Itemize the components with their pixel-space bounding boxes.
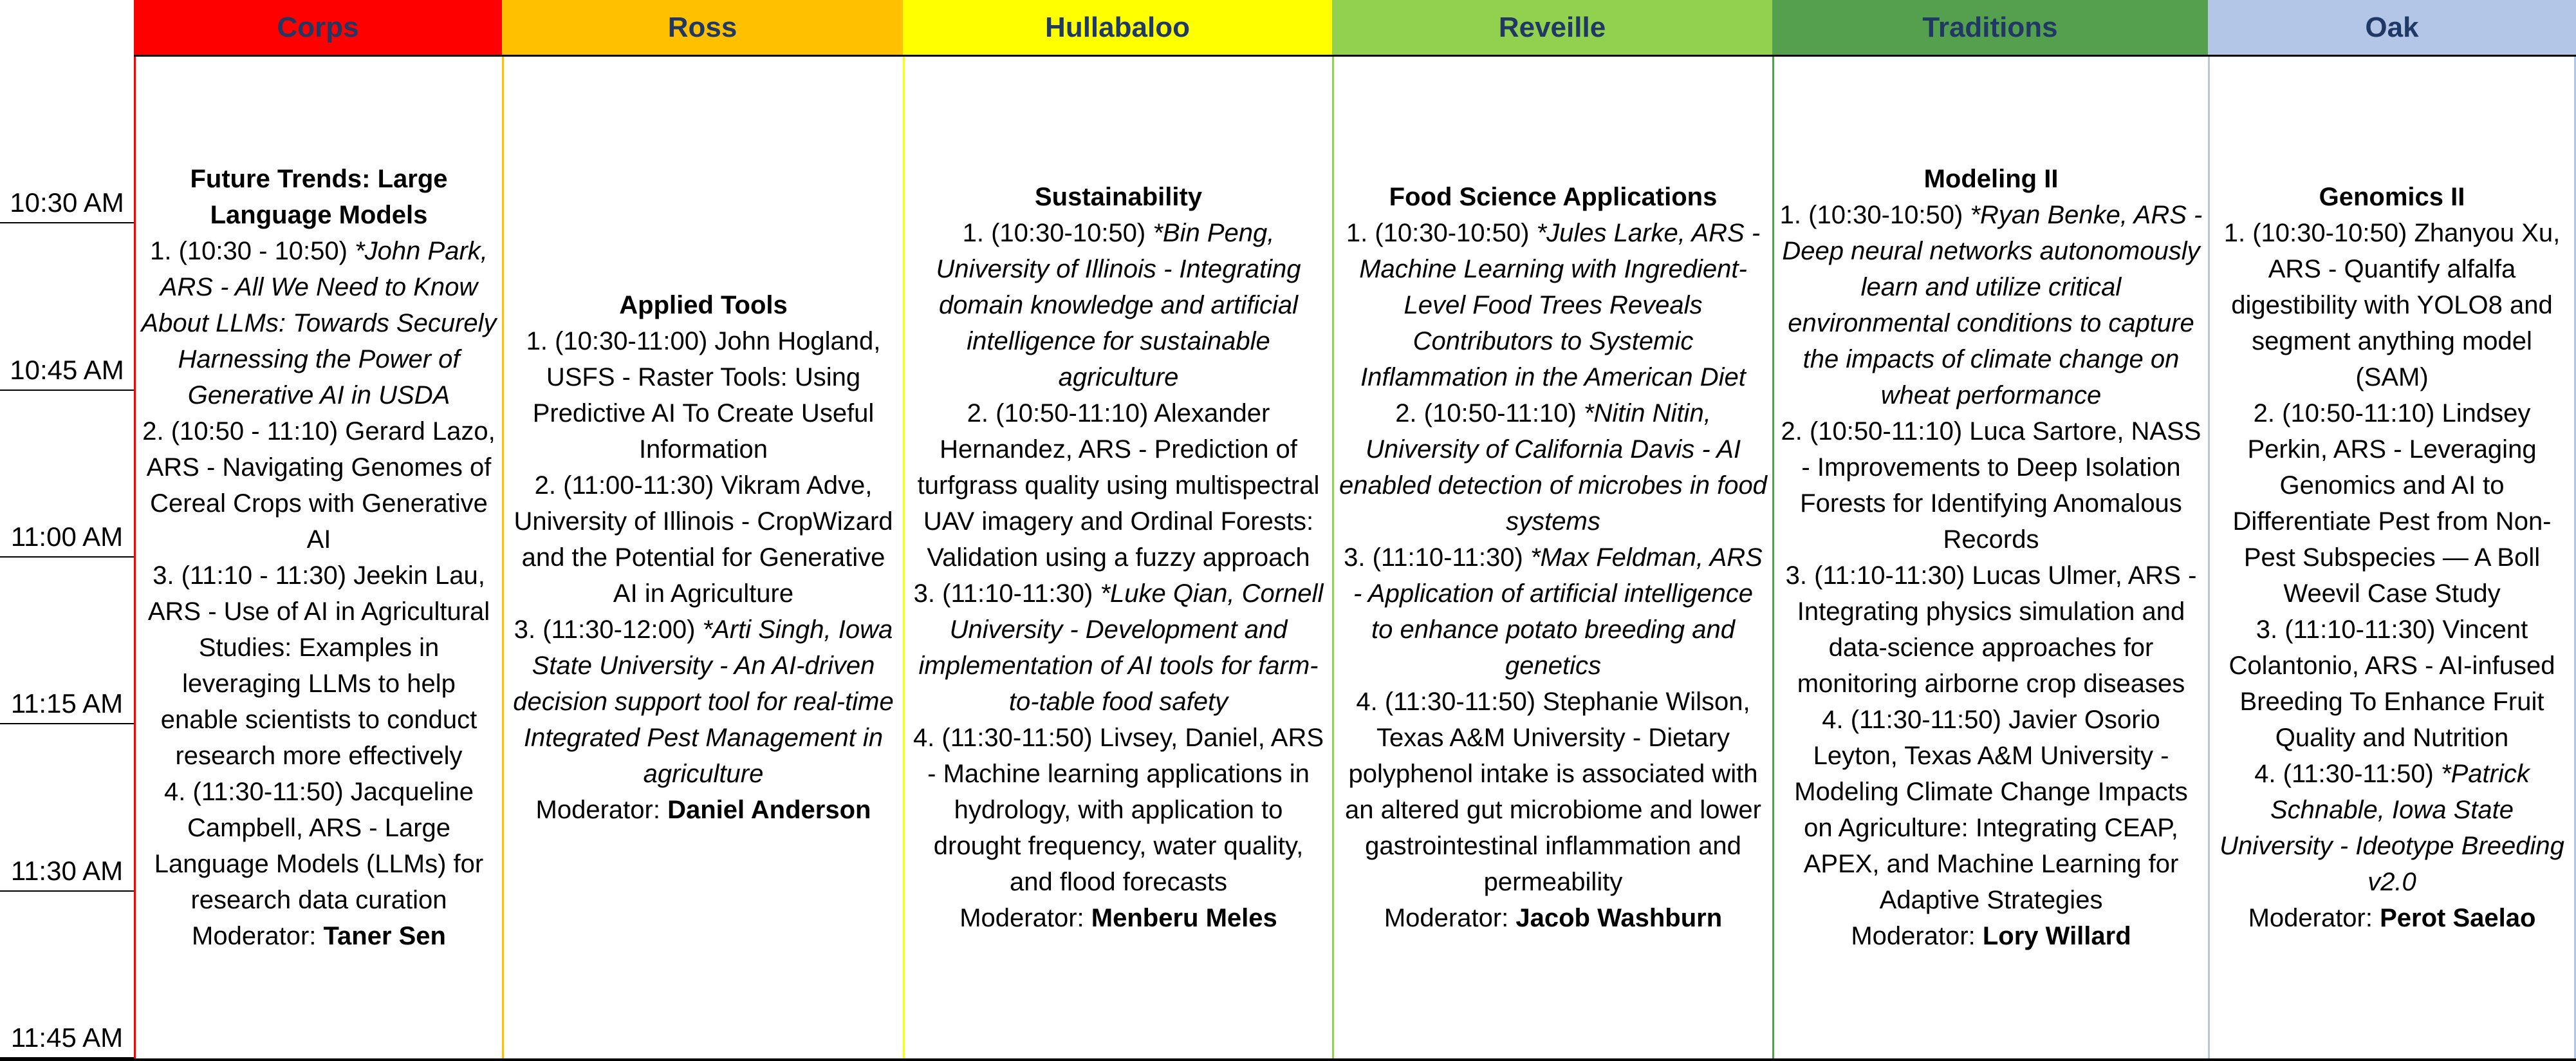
talk-text: 2. (10:50-11:10) Lindsey Perkin, ARS - Leveraging Genomics and AI to Differentiate Pest from Non-Pest Subspecies — A Boll Weevil Case Study	[2232, 399, 2552, 608]
column-header-label: Corps	[277, 11, 359, 43]
talk-entry	[1779, 558, 2203, 702]
moderator-name: Jacob Washburn	[1515, 904, 1723, 932]
talk-text: 1. (10:30-10:50) Zhanyou Xu, ARS - Quantify alfalfa digestibility with YOLO8 and segment anything model (SAM)	[2223, 219, 2561, 391]
column-header-label: Oak	[2365, 11, 2419, 43]
time-label: 11:00 AM	[10, 521, 124, 552]
time-label: 10:30 AM	[10, 187, 124, 218]
talk-text-invited: *Patrick Schnable, Iowa State University - Ideotype Breeding v2.0	[2219, 760, 2564, 896]
talk-entry	[910, 576, 1327, 720]
moderator-name: Taner Sen	[323, 922, 446, 950]
session-title: Genomics II	[2319, 183, 2465, 211]
time-row-cell	[0, 558, 134, 724]
moderator-line	[141, 918, 497, 954]
talk-text-invited: *Jules Larke, ARS - Machine Learning with Ingredient-Level Food Trees Reveals Contributors to Systemic Inflammation in the American Diet	[1359, 219, 1761, 391]
moderator-label: Moderator:	[1384, 904, 1509, 932]
session-title: Sustainability	[1034, 183, 1203, 211]
time-column	[0, 57, 134, 1058]
time-column-header	[0, 0, 134, 57]
talk-text: 3. (11:10 - 11:30) Jeekin Lau, ARS - Use of AI in Agricultural Studies: Examples in leveraging LLMs to help enable scientists to conduct research more effectively	[147, 561, 490, 770]
talk-text: 3. (11:30-12:00)	[514, 615, 703, 644]
session-cell-oak	[2208, 57, 2576, 1058]
talk-entry	[141, 413, 497, 558]
talk-text: 2. (10:50-11:10) Alexander Hernandez, ARS - Prediction of turfgrass quality using multispectral UAV imagery and Ordinal Forests: Validation using a fuzzy approach	[917, 399, 1320, 572]
talk-entry	[509, 612, 898, 792]
session-cell-ross	[502, 57, 903, 1058]
column-header-ross	[502, 0, 903, 57]
moderator-label: Moderator:	[192, 922, 317, 950]
moderator-line	[509, 792, 898, 828]
talk-text: 1. (10:30-11:00) John Hogland, USFS - Raster Tools: Using Predictive AI To Create Useful Information	[526, 327, 881, 464]
moderator-name: Menberu Meles	[1091, 904, 1277, 932]
talk-entry	[1339, 395, 1767, 540]
talk-text: 2. (10:50-11:10)	[1395, 399, 1584, 427]
talk-text: 1. (10:30-10:50)	[1346, 219, 1537, 247]
talk-entry	[1339, 684, 1767, 900]
time-label: 10:45 AM	[10, 354, 124, 385]
talk-entry	[1779, 413, 2203, 558]
time-row-cell	[0, 892, 134, 1058]
session-cell-traditions	[1772, 57, 2208, 1058]
talk-text: 2. (10:50 - 11:10) Gerard Lazo, ARS - Navigating Genomes of Cereal Crops with Generative AI	[142, 417, 496, 554]
talk-entry	[910, 720, 1327, 900]
talk-entry	[2215, 612, 2569, 756]
moderator-line	[1779, 918, 2203, 954]
talk-text: 3. (11:10-11:30) Vincent Colantonio, ARS - AI-infused Breeding To Enhance Fruit Quality and Nutrition	[2229, 615, 2555, 752]
talk-text: 3. (11:10-11:30) Lucas Ulmer, ARS - Integrating physics simulation and data-science approaches for monitoring airborne crop diseases	[1785, 561, 2197, 698]
moderator-label: Moderator:	[2248, 904, 2373, 932]
time-label: 11:30 AM	[10, 855, 124, 886]
session-cell-reveille	[1332, 57, 1772, 1058]
session-title: Applied Tools	[619, 291, 788, 319]
talk-text-invited: *Bin Peng, University of Illinois - Integrating domain knowledge and artificial intelligence for sustainable agriculture	[936, 219, 1301, 391]
talk-entry	[1779, 702, 2203, 918]
talk-entry	[509, 467, 898, 612]
talk-text: 4. (11:30-11:50) Javier Osorio Leyton, Texas A&M University - Modeling Climate Change Impacts on Agriculture: Integrating CEAP, APEX, and Machine Learning for Adaptive Strategies	[1794, 706, 2188, 914]
talk-text: 1. (10:30-10:50)	[1779, 201, 1970, 229]
column-header-label: Hullabaloo	[1045, 11, 1190, 43]
column-header-label: Reveille	[1498, 11, 1606, 43]
talk-entry	[2215, 395, 2569, 612]
talk-text-invited: *Ryan Benke, ARS - Deep neural networks autonomously learn and utilize critical environmental conditions to capture the impacts of climate change on wheat performance	[1782, 201, 2203, 409]
moderator-line	[2215, 900, 2569, 936]
talk-entry	[1779, 197, 2203, 413]
column-header-traditions	[1772, 0, 2208, 57]
talk-entry	[910, 215, 1327, 395]
time-row-cell	[0, 724, 134, 891]
talk-text-invited: *Arti Singh, Iowa State University - An AI-driven decision support tool for real-time Integrated Pest Management in agriculture	[513, 615, 894, 788]
talk-entry	[141, 774, 497, 918]
session-title: Future Trends: Large Language Models	[190, 165, 448, 229]
moderator-label: Moderator:	[959, 904, 1084, 932]
session-cell-hullabaloo	[903, 57, 1332, 1058]
column-header-reveille	[1332, 0, 1772, 57]
column-header-oak	[2208, 0, 2576, 57]
moderator-line	[910, 900, 1327, 936]
session-cell-corps	[134, 57, 502, 1058]
talk-text: 4. (11:30-11:50) Stephanie Wilson, Texas A&M University - Dietary polyphenol intake is associated with an altered gut microbiome and lower gastrointestinal inflammation and permeability	[1344, 688, 1761, 896]
talk-text: 1. (10:30 - 10:50)	[150, 237, 355, 265]
column-header-label: Traditions	[1922, 11, 2058, 43]
talk-entry	[1339, 215, 1767, 395]
talk-text-invited: *John Park, ARS - All We Need to Know About LLMs: Towards Securely Harnessing the Power of Generative AI in USDA	[141, 237, 497, 409]
moderator-label: Moderator:	[1851, 922, 1976, 950]
talk-text-invited: *Max Feldman, ARS - Application of artificial intelligence to enhance potato breeding and genetics	[1353, 543, 1763, 680]
moderator-name: Perot Saelao	[2380, 904, 2536, 932]
talk-entry	[2215, 756, 2569, 900]
column-header-corps	[134, 0, 502, 57]
talk-entry	[1339, 540, 1767, 684]
moderator-name: Lory Willard	[1982, 922, 2131, 950]
talk-entry	[141, 233, 497, 413]
moderator-line	[1339, 900, 1767, 936]
talk-text: 4. (11:30-11:50) Jacqueline Campbell, ARS - Large Language Models (LLMs) for research data curation	[154, 778, 484, 914]
talk-entry	[509, 323, 898, 467]
talk-entry	[910, 395, 1327, 576]
time-row-cell	[0, 223, 134, 390]
column-header-hullabaloo	[903, 0, 1332, 57]
column-header-label: Ross	[667, 11, 737, 43]
talk-text: 2. (10:50-11:10) Luca Sartore, NASS - Improvements to Deep Isolation Forests for Identifying Anomalous Records	[1781, 417, 2201, 554]
talk-text: 2. (11:00-11:30) Vikram Adve, University of Illinois - CropWizard and the Potential for Generative AI in Agriculture	[514, 471, 893, 608]
talk-text: 4. (11:30-11:50) Livsey, Daniel, ARS - Machine learning applications in hydrology, with application to drought frequency, water quality, and flood forecasts	[913, 724, 1324, 896]
moderator-name: Daniel Anderson	[667, 796, 871, 824]
time-label: 11:15 AM	[10, 688, 124, 719]
talk-text: 1. (10:30-10:50)	[962, 219, 1153, 247]
talk-text-invited: *Nitin Nitin, University of California Davis - AI enabled detection of microbes in food systems	[1339, 399, 1767, 536]
talk-text-invited: *Luke Qian, Cornell University - Development and implementation of AI tools for farm-to-table food safety	[918, 579, 1324, 716]
time-row-cell	[0, 391, 134, 558]
session-title: Food Science Applications	[1389, 183, 1718, 211]
talk-text: 3. (11:10-11:30)	[1344, 543, 1530, 572]
session-title: Modeling II	[1923, 165, 2059, 193]
talk-text: 3. (11:10-11:30)	[913, 579, 1100, 608]
talk-entry	[141, 558, 497, 774]
time-row-cell	[0, 57, 134, 223]
talk-text: 4. (11:30-11:50)	[2254, 760, 2441, 788]
talk-entry	[2215, 215, 2569, 395]
time-label: 11:45 AM	[10, 1022, 124, 1053]
moderator-label: Moderator:	[535, 796, 660, 824]
